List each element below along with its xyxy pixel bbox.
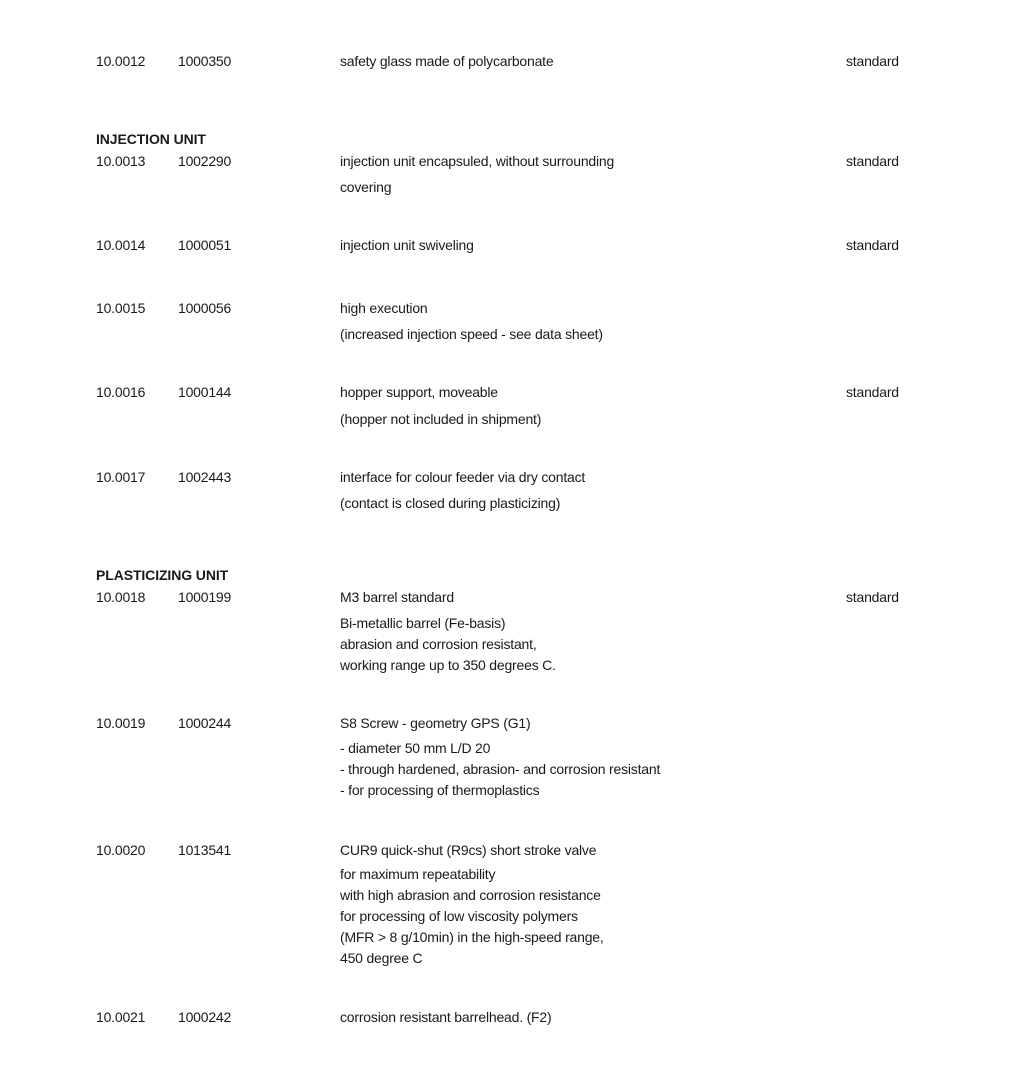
position-number: 10.0019 bbox=[96, 715, 146, 731]
standard-label: standard bbox=[846, 53, 899, 69]
position-number: 10.0017 bbox=[96, 469, 146, 485]
item-detail-line: for maximum repeatability bbox=[340, 866, 496, 882]
section-heading-plasticizing-unit: PLASTICIZING UNIT bbox=[96, 567, 229, 583]
item-description: hopper support, moveable bbox=[340, 384, 498, 400]
item-details bbox=[340, 324, 603, 345]
article-number: 1000350 bbox=[178, 53, 232, 69]
item-description: M3 barrel standard bbox=[340, 589, 454, 605]
item-detail-line: - through hardened, abrasion- and corrosion resistant bbox=[340, 761, 661, 777]
section-heading-injection-unit: INJECTION UNIT bbox=[96, 131, 206, 147]
item-detail-line: for processing of low viscosity polymers bbox=[340, 908, 578, 924]
item-details bbox=[340, 864, 604, 969]
item-detail-line: covering bbox=[340, 179, 392, 195]
position-number: 10.0018 bbox=[96, 589, 146, 605]
item-detail-line: Bi-metallic barrel (Fe-basis) bbox=[340, 615, 506, 631]
item-description: safety glass made of polycarbonate bbox=[340, 53, 554, 69]
position-number: 10.0016 bbox=[96, 384, 146, 400]
standard-label: standard bbox=[846, 153, 899, 169]
item-details bbox=[340, 493, 560, 514]
article-number: 1000244 bbox=[178, 715, 232, 731]
item-detail-line: working range up to 350 degrees C. bbox=[340, 657, 556, 673]
item-detail-line: (hopper not included in shipment) bbox=[340, 411, 542, 427]
item-description: interface for colour feeder via dry contact bbox=[340, 469, 586, 485]
item-detail-line: (increased injection speed - see data sheet) bbox=[340, 326, 603, 342]
item-description: CUR9 quick-shut (R9cs) short stroke valve bbox=[340, 842, 597, 858]
item-detail-line: - for processing of thermoplastics bbox=[340, 782, 540, 798]
item-description: injection unit swiveling bbox=[340, 237, 474, 253]
item-detail-line: with high abrasion and corrosion resistance bbox=[340, 887, 601, 903]
standard-label: standard bbox=[846, 589, 899, 605]
item-detail-line: 450 degree C bbox=[340, 950, 423, 966]
position-number: 10.0013 bbox=[96, 153, 146, 169]
position-number: 10.0014 bbox=[96, 237, 146, 253]
item-description: corrosion resistant barrelhead. (F2) bbox=[340, 1009, 552, 1025]
article-number: 1002443 bbox=[178, 469, 232, 485]
item-detail-line: (MFR > 8 g/10min) in the high-speed range, bbox=[340, 929, 604, 945]
article-number: 1000199 bbox=[178, 589, 232, 605]
position-number: 10.0020 bbox=[96, 842, 146, 858]
position-number: 10.0012 bbox=[96, 53, 146, 69]
article-number: 1002290 bbox=[178, 153, 232, 169]
item-detail-line: (contact is closed during plasticizing) bbox=[340, 495, 561, 511]
article-number: 1000144 bbox=[178, 384, 232, 400]
position-number: 10.0021 bbox=[96, 1009, 146, 1025]
item-details bbox=[340, 177, 391, 198]
item-details bbox=[340, 738, 660, 801]
article-number: 1000051 bbox=[178, 237, 232, 253]
item-description: S8 Screw - geometry GPS (G1) bbox=[340, 715, 531, 731]
article-number: 1000056 bbox=[178, 300, 232, 316]
item-details bbox=[340, 409, 541, 430]
item-detail-line: - diameter 50 mm L/D 20 bbox=[340, 740, 491, 756]
article-number: 1013541 bbox=[178, 842, 232, 858]
article-number: 1000242 bbox=[178, 1009, 232, 1025]
standard-label: standard bbox=[846, 237, 899, 253]
standard-label: standard bbox=[846, 384, 899, 400]
item-details bbox=[340, 613, 556, 676]
item-description: high execution bbox=[340, 300, 428, 316]
position-number: 10.0015 bbox=[96, 300, 146, 316]
item-description: injection unit encapsuled, without surrounding bbox=[340, 153, 615, 169]
item-detail-line: abrasion and corrosion resistant, bbox=[340, 636, 537, 652]
